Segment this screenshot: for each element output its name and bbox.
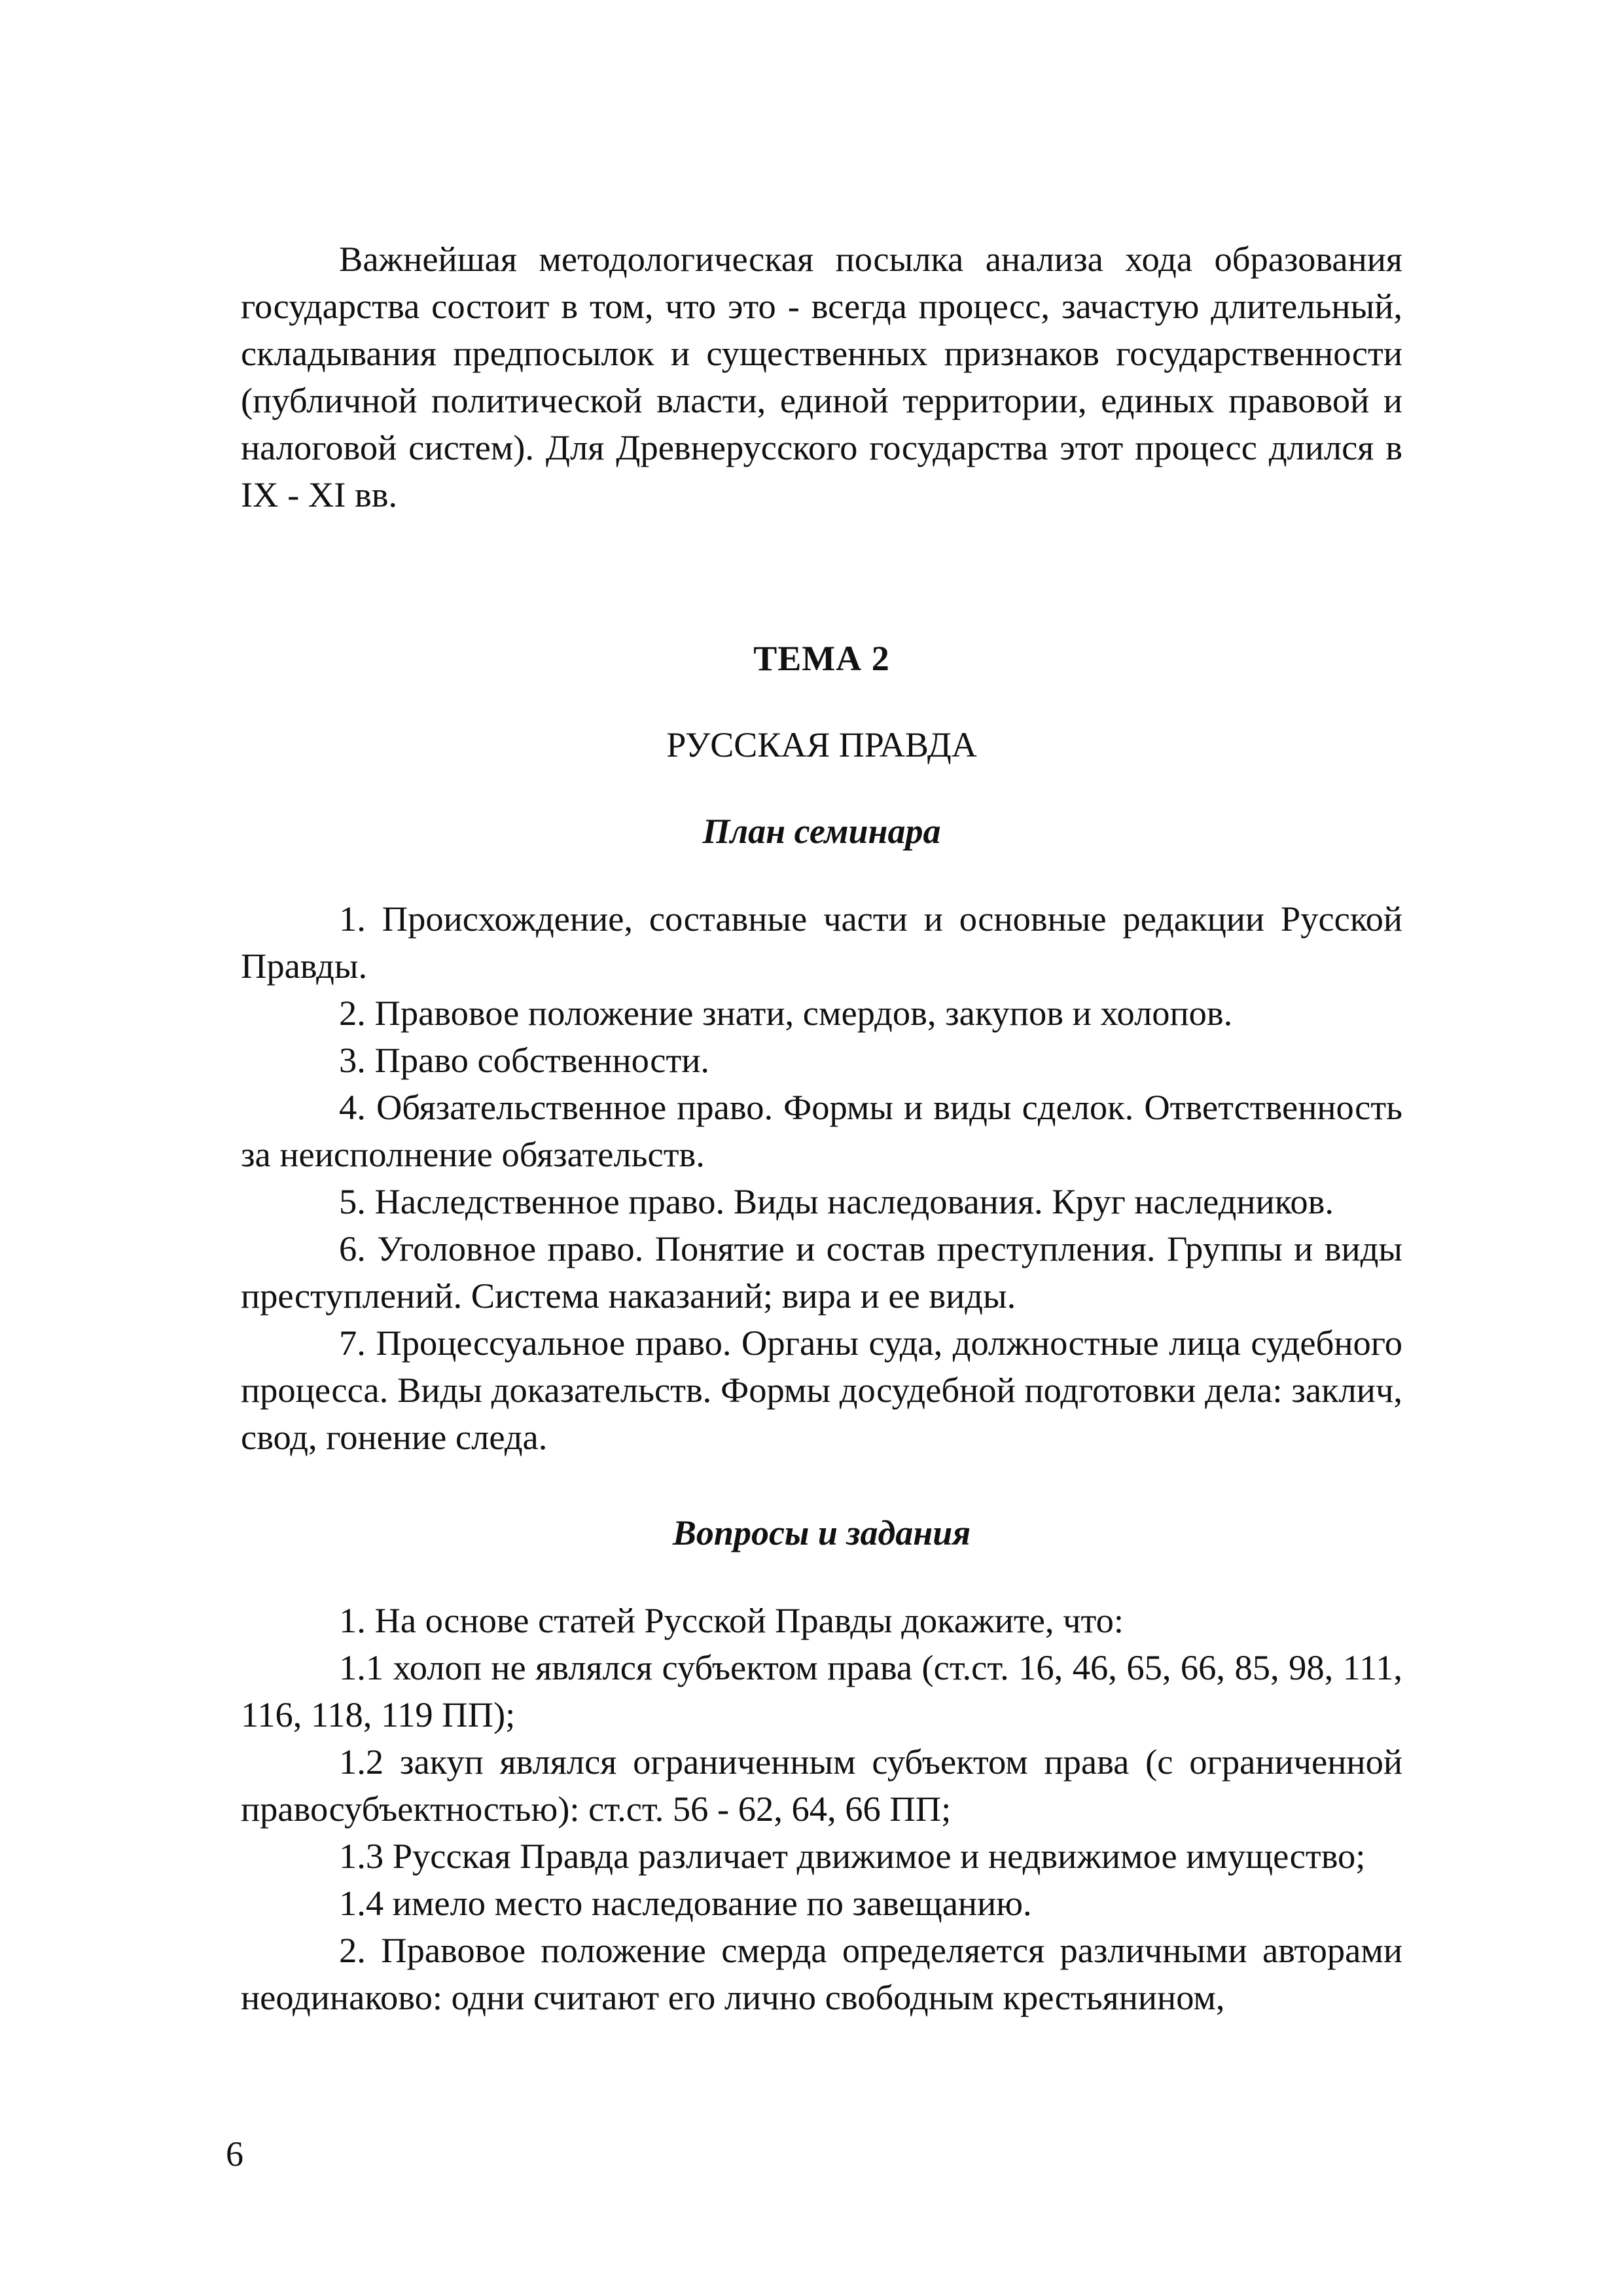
theme-name: РУССКАЯ ПРАВДА: [666, 725, 977, 764]
intro-paragraph: Важнейшая методологическая посылка анализа хода образования государства состоит в том, что это - всегда процесс, зачастую длительный, складывания предпосылок и существенных признаков государственности (публичной политической власти, единой территории, единых правовой и налоговой систем). Для Древнерусского государства этот процесс длился в IX - XI вв.: [241, 239, 1402, 514]
page-number: 6: [226, 2134, 243, 2174]
question-item-1-3: 1.3 Русская Правда различает движимое и недвижимое имущество;: [339, 1836, 1366, 1876]
question-item-1-4: 1.4 имело место наследование по завещанию.: [339, 1883, 1032, 1923]
question-item-1: 1. На основе статей Русской Правды докажите, что:: [339, 1600, 1124, 1640]
theme-number-title: ТЕМА 2: [753, 639, 890, 678]
document-page: [241, 236, 1402, 2021]
seminar-plan-title: План семинара: [702, 812, 941, 851]
seminar-plan-item-3: 3. Право собственности.: [339, 1040, 710, 1080]
seminar-plan-list: [241, 895, 1402, 1461]
seminar-plan-item-4: 4. Обязательственное право. Формы и виды сделок. Ответственность за неисполнение обязательств.: [241, 1087, 1402, 1174]
question-item-2: 2. Правовое положение смерда определяется различными авторами неодинаково: одни считают его лично свободным крестьянином,: [241, 1930, 1402, 2017]
seminar-plan-item-7: 7. Процессуальное право. Органы суда, должностные лица судебного процесса. Виды доказательств. Формы досудебной подготовки дела: заклич, свод, гонение следа.: [241, 1323, 1402, 1457]
questions-title: Вопросы и задания: [672, 1513, 971, 1552]
seminar-plan-item-1: 1. Происхождение, составные части и основные редакции Русской Правды.: [241, 899, 1402, 986]
question-item-1-1: 1.1 холоп не являлся субъектом права (ст.ст. 16, 46, 65, 66, 85, 98, 111, 116, 118, 119 ПП);: [241, 1647, 1402, 1734]
seminar-plan-item-5: 5. Наследственное право. Виды наследования. Круг наследников.: [339, 1181, 1334, 1221]
questions-list: [241, 1597, 1402, 2021]
seminar-plan-item-6: 6. Уголовное право. Понятие и состав преступления. Группы и виды преступлений. Система наказаний; вира и ее виды.: [241, 1229, 1402, 1316]
seminar-plan-item-2: 2. Правовое положение знати, смердов, закупов и холопов.: [339, 993, 1233, 1033]
question-item-1-2: 1.2 закуп являлся ограниченным субъектом права (с ограниченной правосубъектностью): ст.ст. 56 - 62, 64, 66 ПП;: [241, 1742, 1402, 1829]
